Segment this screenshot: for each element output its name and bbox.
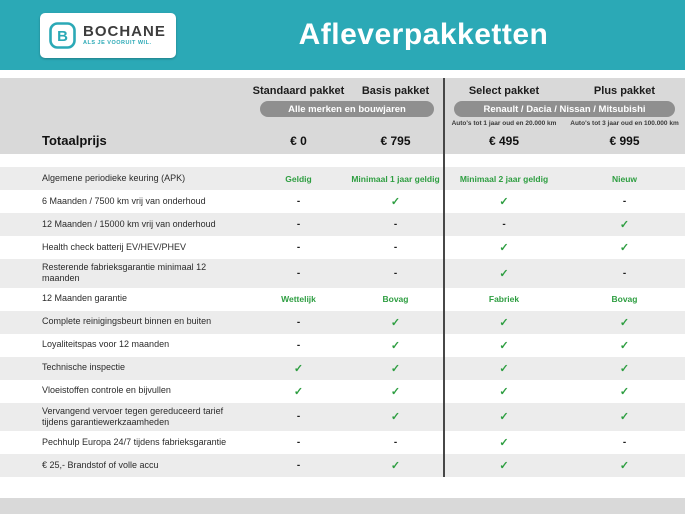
- cell-basis: Bovag: [382, 294, 409, 304]
- logo-tagline: ALS JE VOORUIT WIL.: [83, 39, 152, 46]
- page-title: Afleverpakketten: [298, 18, 549, 51]
- cell-plus: ✓: [619, 362, 630, 375]
- cell-standaard: -: [296, 196, 301, 207]
- cell-plus: Bovag: [611, 294, 638, 304]
- table-rows: [0, 167, 685, 477]
- row-label: Vloeistoffen controle en bijvullen: [42, 385, 171, 396]
- cell-select: Fabriek: [488, 294, 520, 304]
- row-label: Algemene periodieke keuring (APK): [42, 172, 186, 183]
- total-price-basis: € 795: [380, 133, 411, 148]
- total-price-row: [0, 133, 685, 148]
- cell-plus: ✓: [619, 219, 630, 231]
- cell-select: ✓: [499, 267, 509, 280]
- cell-plus: ✓: [619, 411, 630, 424]
- table-row: [0, 213, 685, 236]
- table-row: [0, 334, 685, 357]
- table-row: [0, 403, 685, 432]
- cell-standaard: -: [296, 242, 301, 253]
- cell-plus: Nieuw: [611, 173, 638, 184]
- cell-basis: ✓: [390, 196, 401, 208]
- table-row: [0, 311, 685, 334]
- cell-select: ✓: [499, 339, 509, 352]
- cell-standaard: -: [296, 316, 301, 328]
- cell-plus: ✓: [619, 385, 630, 398]
- comparison-table: [0, 78, 685, 477]
- cell-standaard: Geldig: [285, 173, 312, 184]
- table-header: [0, 78, 685, 154]
- header-gap: [0, 154, 685, 167]
- cell-standaard: -: [296, 339, 301, 351]
- total-price-select: € 495: [488, 133, 520, 148]
- cell-plus: -: [622, 267, 627, 279]
- total-price-plus: € 995: [609, 133, 640, 148]
- svg-text:B: B: [57, 27, 68, 45]
- cell-plus: ✓: [619, 242, 630, 254]
- column-group-divider: [443, 78, 445, 477]
- badge-notes-row: [0, 119, 685, 128]
- cell-select: ✓: [499, 196, 509, 208]
- column-header-basis-pakket: Basis pakket: [361, 85, 430, 97]
- top-banner: [0, 0, 685, 70]
- bochane-b-logo-icon: [49, 22, 76, 49]
- cell-select: ✓: [499, 437, 509, 449]
- cell-select: -: [502, 219, 506, 230]
- cell-basis: -: [393, 267, 398, 279]
- logo-text: [83, 24, 166, 47]
- cell-basis: ✓: [390, 339, 401, 352]
- footer-band: [0, 498, 685, 514]
- cell-select: Minimaal 2 jaar geldig: [459, 173, 549, 184]
- row-label: Loyaliteitspas voor 12 maanden: [42, 339, 170, 350]
- cell-basis: ✓: [390, 411, 401, 424]
- table-row: [0, 454, 685, 477]
- row-label: Vervangend vervoer tegen gereduceerd tarief tijdens garantiewerkzaamheden: [42, 405, 224, 427]
- row-label: Complete reinigingsbeurt binnen en buiten: [42, 316, 212, 327]
- row-label: 12 Maanden garantie: [42, 293, 128, 304]
- row-label: € 25,- Brandstof of volle accu: [42, 459, 159, 470]
- cell-standaard: -: [296, 437, 301, 448]
- cell-plus: -: [622, 196, 627, 207]
- badges-row: [0, 101, 685, 117]
- cell-standaard: -: [296, 460, 301, 471]
- total-price-standaard: € 0: [290, 133, 307, 148]
- row-label: 12 Maanden / 15000 km vrij van onderhoud: [42, 218, 216, 229]
- cell-select: ✓: [499, 460, 509, 472]
- logo-name: BOCHANE: [83, 22, 166, 40]
- cell-plus: ✓: [619, 316, 630, 329]
- row-label: Health check batterij EV/HEV/PHEV: [42, 241, 187, 252]
- badge-alle-merken: Alle merken en bouwjaren: [260, 101, 434, 117]
- badge-renault-dacia-nissan-mitsubishi: Renault / Dacia / Nissan / Mitsubishi: [454, 101, 675, 117]
- total-price-label: Totaalprijs: [42, 133, 107, 148]
- column-header-standaard-pakket: Standaard pakket: [252, 85, 345, 97]
- column-header-plus-pakket: Plus pakket: [593, 85, 656, 97]
- cell-select: ✓: [499, 242, 509, 254]
- table-row: [0, 431, 685, 454]
- cell-basis: -: [393, 219, 398, 230]
- row-label: Pechhulp Europa 24/7 tijdens fabrieksgarantie: [42, 436, 227, 447]
- column-headers-row: [0, 85, 685, 97]
- column-header-select-pakket: Select pakket: [468, 85, 540, 97]
- cell-standaard: -: [296, 219, 301, 230]
- cell-plus: -: [622, 437, 627, 448]
- cell-standaard: -: [296, 267, 301, 279]
- row-label: 6 Maanden / 7500 km vrij van onderhoud: [42, 195, 206, 206]
- cell-basis: ✓: [390, 460, 401, 472]
- table-row: [0, 236, 685, 259]
- cell-select: ✓: [499, 385, 509, 398]
- table-area: [0, 70, 685, 514]
- note-select-pakket: Auto's tot 1 jaar oud en 20.000 km: [451, 120, 557, 127]
- cell-basis: ✓: [390, 362, 401, 375]
- cell-basis: ✓: [390, 385, 401, 398]
- cell-basis: ✓: [390, 316, 401, 329]
- cell-plus: ✓: [619, 460, 630, 472]
- cell-standaard: ✓: [293, 385, 304, 398]
- row-label: Technische inspectie: [42, 362, 126, 373]
- table-row: [0, 167, 685, 190]
- cell-standaard: -: [296, 411, 301, 423]
- cell-select: ✓: [499, 362, 509, 375]
- cell-basis: -: [393, 242, 398, 253]
- table-row: [0, 259, 685, 288]
- bochane-logo: [40, 13, 176, 58]
- cell-select: ✓: [499, 411, 509, 424]
- table-row: [0, 288, 685, 311]
- table-row: [0, 357, 685, 380]
- row-label: Resterende fabrieksgarantie minimaal 12 maanden: [42, 262, 207, 284]
- cell-standaard: ✓: [293, 362, 304, 375]
- cell-plus: ✓: [619, 339, 630, 352]
- cell-select: ✓: [499, 316, 509, 329]
- table-row: [0, 190, 685, 213]
- cell-standaard: Wettelijk: [281, 294, 316, 304]
- cell-basis: Minimaal 1 jaar geldig: [351, 173, 440, 184]
- note-plus-pakket: Auto's tot 3 jaar oud en 100.000 km: [570, 120, 679, 127]
- table-row: [0, 380, 685, 403]
- cell-basis: -: [393, 437, 398, 448]
